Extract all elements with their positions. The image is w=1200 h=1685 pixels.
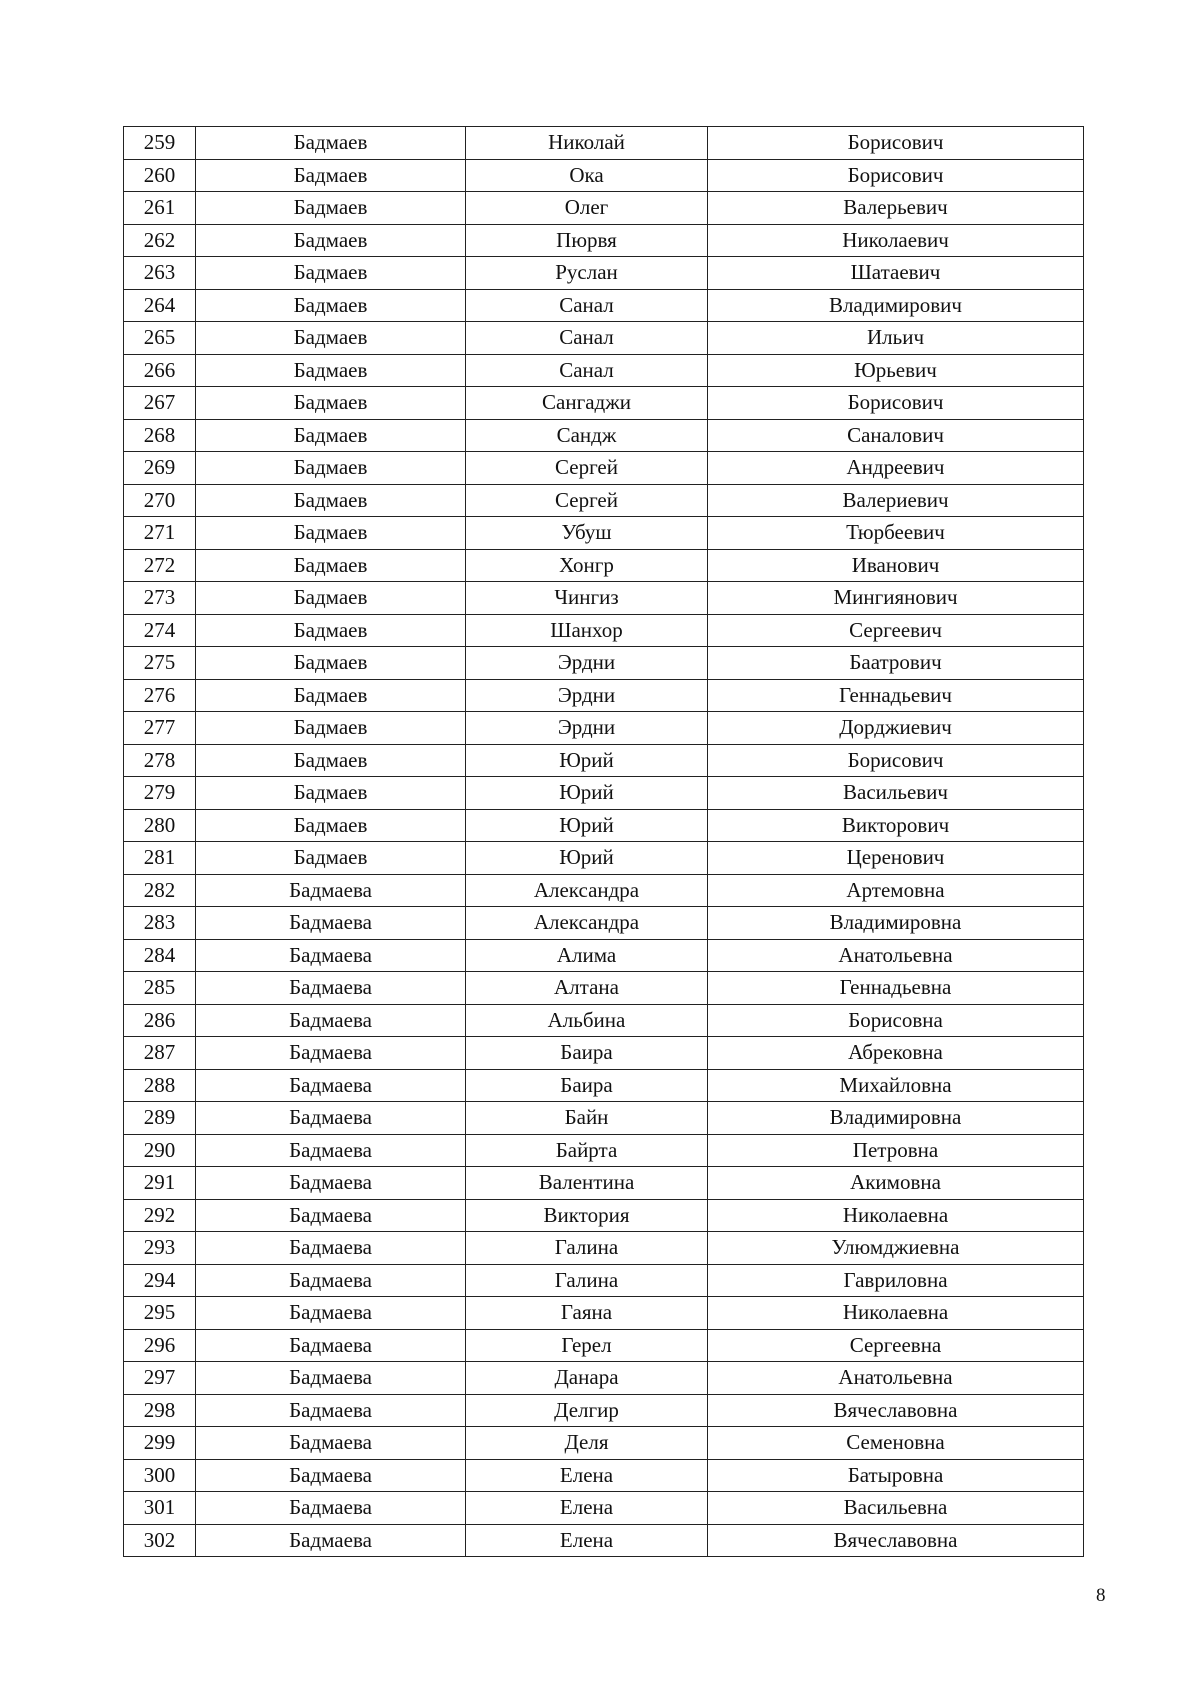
- table-row: [124, 1134, 1084, 1167]
- first-name-cell: Герел: [466, 1329, 708, 1362]
- row-number-cell: 266: [124, 354, 196, 387]
- first-name-cell: Виктория: [466, 1199, 708, 1232]
- row-number-cell: 279: [124, 777, 196, 810]
- names-table-body: [124, 127, 1084, 1557]
- patronymic-cell: Владимировна: [708, 907, 1084, 940]
- table-row: [124, 582, 1084, 615]
- table-row: [124, 159, 1084, 192]
- patronymic-cell: Анатольевна: [708, 1362, 1084, 1395]
- last-name-cell: Бадмаев: [196, 484, 466, 517]
- table-row: [124, 1524, 1084, 1557]
- row-number-cell: 273: [124, 582, 196, 615]
- table-row: [124, 712, 1084, 745]
- patronymic-cell: Батыровна: [708, 1459, 1084, 1492]
- last-name-cell: Бадмаев: [196, 159, 466, 192]
- patronymic-cell: Борисовна: [708, 1004, 1084, 1037]
- patronymic-cell: Сергеевна: [708, 1329, 1084, 1362]
- table-row: [124, 1069, 1084, 1102]
- first-name-cell: Чингиз: [466, 582, 708, 615]
- row-number-cell: 275: [124, 647, 196, 680]
- first-name-cell: Шанхор: [466, 614, 708, 647]
- last-name-cell: Бадмаев: [196, 289, 466, 322]
- table-row: [124, 972, 1084, 1005]
- row-number-cell: 283: [124, 907, 196, 940]
- first-name-cell: Олег: [466, 192, 708, 225]
- row-number-cell: 271: [124, 517, 196, 550]
- patronymic-cell: Саналович: [708, 419, 1084, 452]
- patronymic-cell: Николаевич: [708, 224, 1084, 257]
- row-number-cell: 281: [124, 842, 196, 875]
- row-number-cell: 302: [124, 1524, 196, 1557]
- last-name-cell: Бадмаева: [196, 874, 466, 907]
- last-name-cell: Бадмаев: [196, 192, 466, 225]
- table-row: [124, 1492, 1084, 1525]
- first-name-cell: Данара: [466, 1362, 708, 1395]
- row-number-cell: 261: [124, 192, 196, 225]
- patronymic-cell: Вячеславовна: [708, 1524, 1084, 1557]
- last-name-cell: Бадмаева: [196, 1167, 466, 1200]
- patronymic-cell: Михайловна: [708, 1069, 1084, 1102]
- first-name-cell: Байн: [466, 1102, 708, 1135]
- first-name-cell: Руслан: [466, 257, 708, 290]
- last-name-cell: Бадмаев: [196, 354, 466, 387]
- table-row: [124, 549, 1084, 582]
- last-name-cell: Бадмаев: [196, 127, 466, 160]
- first-name-cell: Ока: [466, 159, 708, 192]
- first-name-cell: Санал: [466, 289, 708, 322]
- first-name-cell: Баира: [466, 1037, 708, 1070]
- table-row: [124, 354, 1084, 387]
- page-number: 8: [1096, 1585, 1106, 1606]
- first-name-cell: Сангаджи: [466, 387, 708, 420]
- last-name-cell: Бадмаева: [196, 1102, 466, 1135]
- table-row: [124, 647, 1084, 680]
- first-name-cell: Санал: [466, 354, 708, 387]
- table-row: [124, 842, 1084, 875]
- last-name-cell: Бадмаев: [196, 647, 466, 680]
- row-number-cell: 291: [124, 1167, 196, 1200]
- table-row: [124, 1167, 1084, 1200]
- first-name-cell: Александра: [466, 874, 708, 907]
- last-name-cell: Бадмаева: [196, 972, 466, 1005]
- first-name-cell: Алтана: [466, 972, 708, 1005]
- patronymic-cell: Геннадьевич: [708, 679, 1084, 712]
- last-name-cell: Бадмаев: [196, 549, 466, 582]
- first-name-cell: Александра: [466, 907, 708, 940]
- patronymic-cell: Петровна: [708, 1134, 1084, 1167]
- table-row: [124, 1459, 1084, 1492]
- patronymic-cell: Шатаевич: [708, 257, 1084, 290]
- first-name-cell: Альбина: [466, 1004, 708, 1037]
- patronymic-cell: Мингиянович: [708, 582, 1084, 615]
- last-name-cell: Бадмаева: [196, 1362, 466, 1395]
- row-number-cell: 278: [124, 744, 196, 777]
- first-name-cell: Эрдни: [466, 679, 708, 712]
- patronymic-cell: Васильевна: [708, 1492, 1084, 1525]
- row-number-cell: 299: [124, 1427, 196, 1460]
- first-name-cell: Эрдни: [466, 647, 708, 680]
- row-number-cell: 297: [124, 1362, 196, 1395]
- row-number-cell: 265: [124, 322, 196, 355]
- patronymic-cell: Вячеславовна: [708, 1394, 1084, 1427]
- row-number-cell: 298: [124, 1394, 196, 1427]
- last-name-cell: Бадмаев: [196, 614, 466, 647]
- table-row: [124, 224, 1084, 257]
- patronymic-cell: Николаевна: [708, 1199, 1084, 1232]
- last-name-cell: Бадмаев: [196, 809, 466, 842]
- table-row: [124, 1427, 1084, 1460]
- patronymic-cell: Артемовна: [708, 874, 1084, 907]
- last-name-cell: Бадмаева: [196, 1069, 466, 1102]
- table-row: [124, 517, 1084, 550]
- last-name-cell: Бадмаева: [196, 1134, 466, 1167]
- patronymic-cell: Валериевич: [708, 484, 1084, 517]
- last-name-cell: Бадмаев: [196, 257, 466, 290]
- table-row: [124, 907, 1084, 940]
- table-row: [124, 127, 1084, 160]
- row-number-cell: 288: [124, 1069, 196, 1102]
- last-name-cell: Бадмаев: [196, 777, 466, 810]
- table-row: [124, 679, 1084, 712]
- row-number-cell: 286: [124, 1004, 196, 1037]
- patronymic-cell: Николаевна: [708, 1297, 1084, 1330]
- patronymic-cell: Борисович: [708, 387, 1084, 420]
- last-name-cell: Бадмаев: [196, 452, 466, 485]
- patronymic-cell: Викторович: [708, 809, 1084, 842]
- patronymic-cell: Борисович: [708, 744, 1084, 777]
- first-name-cell: Юрий: [466, 842, 708, 875]
- table-row: [124, 257, 1084, 290]
- first-name-cell: Елена: [466, 1524, 708, 1557]
- patronymic-cell: Борисович: [708, 159, 1084, 192]
- table-row: [124, 1264, 1084, 1297]
- last-name-cell: Бадмаева: [196, 1492, 466, 1525]
- patronymic-cell: Дорджиевич: [708, 712, 1084, 745]
- table-row: [124, 1232, 1084, 1265]
- row-number-cell: 280: [124, 809, 196, 842]
- patronymic-cell: Валерьевич: [708, 192, 1084, 225]
- first-name-cell: Сергей: [466, 452, 708, 485]
- last-name-cell: Бадмаев: [196, 679, 466, 712]
- first-name-cell: Галина: [466, 1232, 708, 1265]
- row-number-cell: 269: [124, 452, 196, 485]
- patronymic-cell: Андреевич: [708, 452, 1084, 485]
- first-name-cell: Сергей: [466, 484, 708, 517]
- last-name-cell: Бадмаева: [196, 1427, 466, 1460]
- row-number-cell: 285: [124, 972, 196, 1005]
- table-row: [124, 939, 1084, 972]
- first-name-cell: Елена: [466, 1459, 708, 1492]
- patronymic-cell: Улюмджиевна: [708, 1232, 1084, 1265]
- table-row: [124, 419, 1084, 452]
- table-row: [124, 1362, 1084, 1395]
- row-number-cell: 296: [124, 1329, 196, 1362]
- first-name-cell: Пюрвя: [466, 224, 708, 257]
- last-name-cell: Бадмаев: [196, 842, 466, 875]
- table-row: [124, 1394, 1084, 1427]
- patronymic-cell: Церенович: [708, 842, 1084, 875]
- last-name-cell: Бадмаев: [196, 387, 466, 420]
- patronymic-cell: Анатольевна: [708, 939, 1084, 972]
- row-number-cell: 259: [124, 127, 196, 160]
- table-row: [124, 777, 1084, 810]
- table-row: [124, 484, 1084, 517]
- last-name-cell: Бадмаев: [196, 419, 466, 452]
- last-name-cell: Бадмаева: [196, 1232, 466, 1265]
- row-number-cell: 268: [124, 419, 196, 452]
- last-name-cell: Бадмаева: [196, 1264, 466, 1297]
- last-name-cell: Бадмаева: [196, 1037, 466, 1070]
- last-name-cell: Бадмаев: [196, 582, 466, 615]
- patronymic-cell: Иванович: [708, 549, 1084, 582]
- row-number-cell: 294: [124, 1264, 196, 1297]
- patronymic-cell: Баатрович: [708, 647, 1084, 680]
- patronymic-cell: Борисович: [708, 127, 1084, 160]
- patronymic-cell: Акимовна: [708, 1167, 1084, 1200]
- first-name-cell: Валентина: [466, 1167, 708, 1200]
- patronymic-cell: Владимировна: [708, 1102, 1084, 1135]
- row-number-cell: 284: [124, 939, 196, 972]
- table-row: [124, 452, 1084, 485]
- first-name-cell: Юрий: [466, 744, 708, 777]
- first-name-cell: Елена: [466, 1492, 708, 1525]
- last-name-cell: Бадмаев: [196, 224, 466, 257]
- row-number-cell: 289: [124, 1102, 196, 1135]
- first-name-cell: Делгир: [466, 1394, 708, 1427]
- patronymic-cell: Тюрбеевич: [708, 517, 1084, 550]
- table-row: [124, 1329, 1084, 1362]
- first-name-cell: Алима: [466, 939, 708, 972]
- row-number-cell: 270: [124, 484, 196, 517]
- row-number-cell: 267: [124, 387, 196, 420]
- first-name-cell: Хонгр: [466, 549, 708, 582]
- table-row: [124, 1102, 1084, 1135]
- row-number-cell: 263: [124, 257, 196, 290]
- row-number-cell: 264: [124, 289, 196, 322]
- row-number-cell: 301: [124, 1492, 196, 1525]
- table-row: [124, 809, 1084, 842]
- row-number-cell: 293: [124, 1232, 196, 1265]
- row-number-cell: 295: [124, 1297, 196, 1330]
- table-row: [124, 1004, 1084, 1037]
- row-number-cell: 260: [124, 159, 196, 192]
- first-name-cell: Юрий: [466, 777, 708, 810]
- row-number-cell: 274: [124, 614, 196, 647]
- row-number-cell: 277: [124, 712, 196, 745]
- last-name-cell: Бадмаева: [196, 1329, 466, 1362]
- table-row: [124, 387, 1084, 420]
- first-name-cell: Деля: [466, 1427, 708, 1460]
- patronymic-cell: Ильич: [708, 322, 1084, 355]
- patronymic-cell: Семеновна: [708, 1427, 1084, 1460]
- last-name-cell: Бадмаева: [196, 1459, 466, 1492]
- first-name-cell: Гаяна: [466, 1297, 708, 1330]
- patronymic-cell: Гавриловна: [708, 1264, 1084, 1297]
- first-name-cell: Галина: [466, 1264, 708, 1297]
- table-row: [124, 192, 1084, 225]
- table-row: [124, 614, 1084, 647]
- last-name-cell: Бадмаев: [196, 517, 466, 550]
- last-name-cell: Бадмаева: [196, 1524, 466, 1557]
- first-name-cell: Санал: [466, 322, 708, 355]
- row-number-cell: 262: [124, 224, 196, 257]
- first-name-cell: Эрдни: [466, 712, 708, 745]
- last-name-cell: Бадмаев: [196, 322, 466, 355]
- first-name-cell: Юрий: [466, 809, 708, 842]
- last-name-cell: Бадмаева: [196, 939, 466, 972]
- patronymic-cell: Владимирович: [708, 289, 1084, 322]
- row-number-cell: 282: [124, 874, 196, 907]
- last-name-cell: Бадмаев: [196, 712, 466, 745]
- table-row: [124, 322, 1084, 355]
- row-number-cell: 300: [124, 1459, 196, 1492]
- row-number-cell: 272: [124, 549, 196, 582]
- table-row: [124, 1037, 1084, 1070]
- last-name-cell: Бадмаев: [196, 744, 466, 777]
- first-name-cell: Сандж: [466, 419, 708, 452]
- row-number-cell: 276: [124, 679, 196, 712]
- last-name-cell: Бадмаева: [196, 1297, 466, 1330]
- table-row: [124, 1297, 1084, 1330]
- row-number-cell: 287: [124, 1037, 196, 1070]
- last-name-cell: Бадмаева: [196, 1199, 466, 1232]
- patronymic-cell: Юрьевич: [708, 354, 1084, 387]
- first-name-cell: Убуш: [466, 517, 708, 550]
- table-row: [124, 874, 1084, 907]
- first-name-cell: Баира: [466, 1069, 708, 1102]
- patronymic-cell: Геннадьевна: [708, 972, 1084, 1005]
- row-number-cell: 290: [124, 1134, 196, 1167]
- patronymic-cell: Сергеевич: [708, 614, 1084, 647]
- table-row: [124, 744, 1084, 777]
- patronymic-cell: Васильевич: [708, 777, 1084, 810]
- first-name-cell: Николай: [466, 127, 708, 160]
- row-number-cell: 292: [124, 1199, 196, 1232]
- table-row: [124, 1199, 1084, 1232]
- last-name-cell: Бадмаева: [196, 1004, 466, 1037]
- patronymic-cell: Абрековна: [708, 1037, 1084, 1070]
- names-table: [123, 126, 1084, 1557]
- last-name-cell: Бадмаева: [196, 907, 466, 940]
- first-name-cell: Байрта: [466, 1134, 708, 1167]
- table-row: [124, 289, 1084, 322]
- last-name-cell: Бадмаева: [196, 1394, 466, 1427]
